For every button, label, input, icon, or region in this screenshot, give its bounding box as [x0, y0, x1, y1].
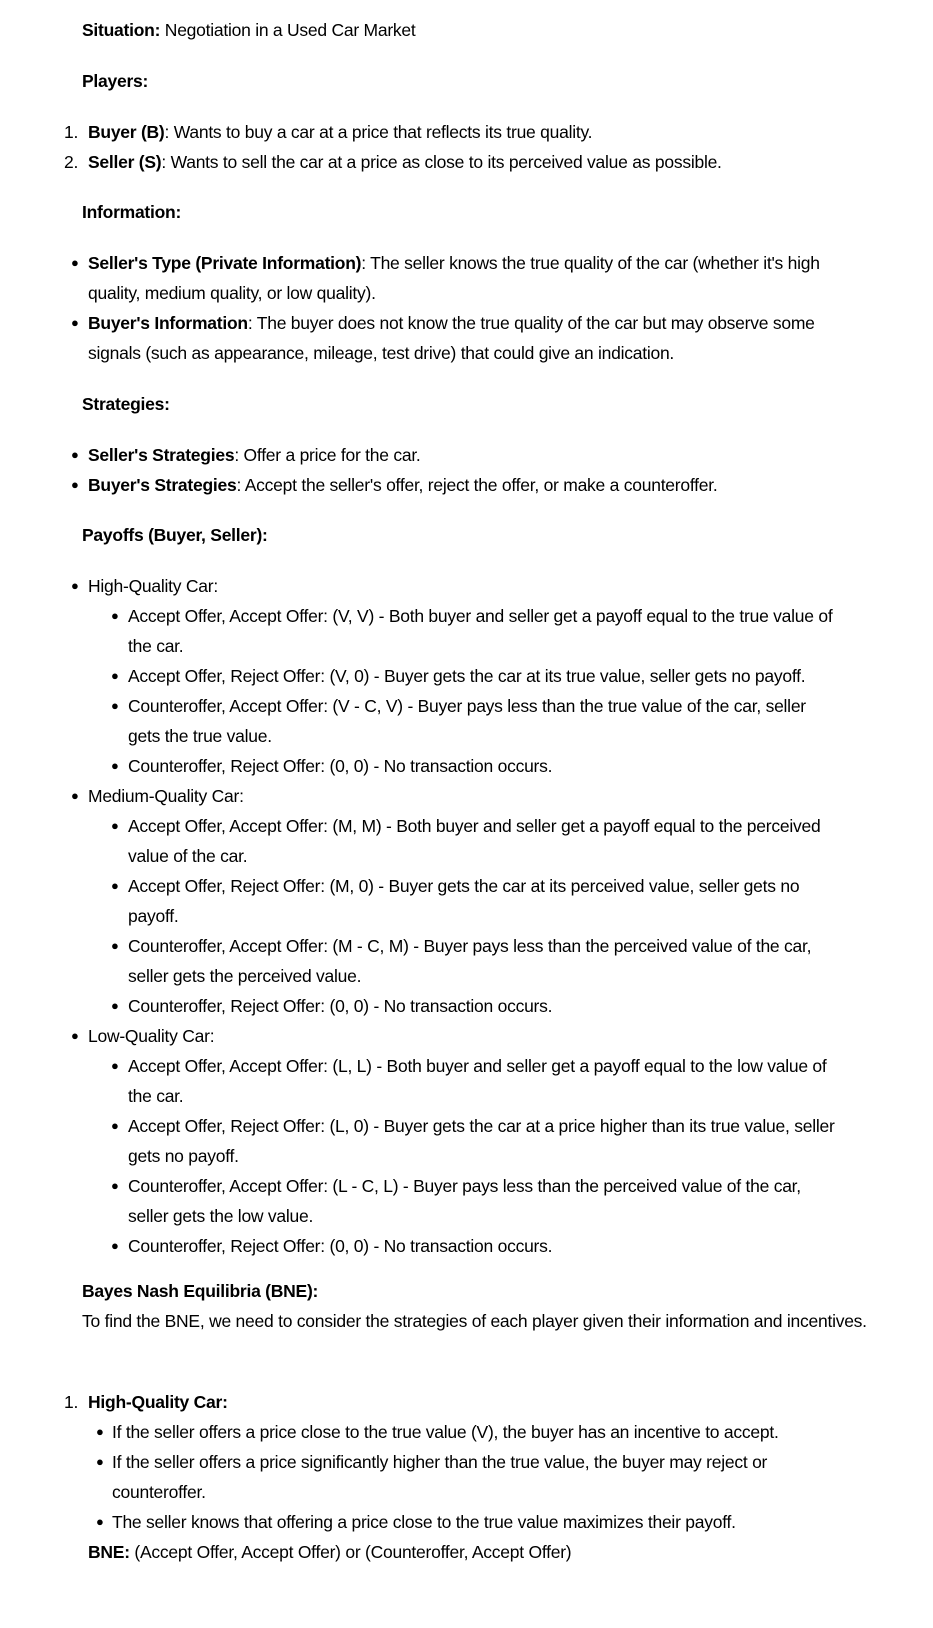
list-item: 1. Buyer (B): Wants to buy a car at a price that reflects its true quality.	[64, 122, 593, 142]
situation-line	[0, 15, 933, 45]
bne-heading: Bayes Nash Equilibria (BNE):	[82, 1281, 319, 1301]
bullet-icon: ●	[71, 315, 79, 330]
list-item: ● If the seller offers a price close to the true value (V), the buyer has an incentive to accept.	[0, 1417, 933, 1447]
list-item: ● Buyer's Strategies: Accept the seller's offer, reject the offer, or make a counteroffer.	[0, 470, 933, 500]
bullet-icon: ●	[96, 1454, 104, 1469]
information-list	[0, 248, 933, 368]
players-section	[0, 66, 933, 96]
payoff-group-label: ● Low-Quality Car:	[0, 1021, 933, 1051]
bullet-icon: ●	[96, 1514, 104, 1529]
bullet-icon: ●	[71, 578, 79, 593]
list-item: 1. High-Quality Car:	[64, 1392, 228, 1412]
bullet-icon: ●	[71, 1028, 79, 1043]
list-item: ● Accept Offer, Reject Offer: (V, 0) - Buyer gets the car at its true value, seller gets no payoff.	[0, 661, 933, 691]
information-heading: Information:	[82, 202, 182, 222]
situation-section	[0, 15, 933, 45]
bullet-icon: ●	[71, 788, 79, 803]
payoffs-list	[0, 571, 933, 1261]
bullet-icon: ●	[111, 1178, 119, 1193]
strategies-list	[0, 440, 933, 500]
bne-result: BNE: (Accept Offer, Accept Offer) or (Counteroffer, Accept Offer)	[88, 1542, 572, 1562]
bullet-icon: ●	[96, 1424, 104, 1439]
bullet-icon: ●	[71, 477, 79, 492]
list-item: ● Accept Offer, Reject Offer: (M, 0) - Buyer gets the car at its perceived value, seller gets no payoff.	[0, 871, 933, 931]
bne-intro: To find the BNE, we need to consider the strategies of each player given their information and incentives.	[82, 1311, 867, 1331]
list-item: ● Accept Offer, Reject Offer: (L, 0) - Buyer gets the car at a price higher than its true value, seller gets no payoff.	[0, 1111, 933, 1171]
situation-label: Situation:	[82, 20, 161, 40]
bullet-icon: ●	[111, 1058, 119, 1073]
bullet-icon: ●	[111, 1238, 119, 1253]
bullet-icon: ●	[111, 878, 119, 893]
strategies-section	[0, 389, 933, 419]
players-list	[0, 117, 933, 177]
bullet-icon: ●	[111, 1118, 119, 1133]
bullet-icon: ●	[71, 255, 79, 270]
bullet-icon: ●	[111, 698, 119, 713]
list-item: ● Counteroffer, Accept Offer: (M - C, M) - Buyer pays less than the perceived value of the car, seller gets the perceived value.	[0, 931, 933, 991]
list-item: ● Counteroffer, Reject Offer: (0, 0) - No transaction occurs.	[0, 1231, 933, 1261]
strategies-heading: Strategies:	[82, 394, 170, 414]
bullet-icon: ●	[111, 608, 119, 623]
player-label: Seller (S)	[88, 152, 162, 172]
list-item: ● Accept Offer, Accept Offer: (V, V) - Both buyer and seller get a payoff equal to the true value of the car.	[0, 601, 933, 661]
bullet-icon: ●	[71, 447, 79, 462]
bullet-icon: ●	[111, 668, 119, 683]
bne-section	[0, 1276, 933, 1336]
list-item: ● Counteroffer, Reject Offer: (0, 0) - No transaction occurs.	[0, 751, 933, 781]
payoff-group-label: ● High-Quality Car:	[0, 571, 933, 601]
list-item: ● Accept Offer, Accept Offer: (L, L) - Both buyer and seller get a payoff equal to the low value of the car.	[0, 1051, 933, 1111]
list-item: ● Counteroffer, Accept Offer: (V - C, V) - Buyer pays less than the true value of the car, seller gets the true value.	[0, 691, 933, 751]
list-item: ● Accept Offer, Accept Offer: (M, M) - Both buyer and seller get a payoff equal to the perceived value of the car.	[0, 811, 933, 871]
list-item: ● Counteroffer, Accept Offer: (L - C, L) - Buyer pays less than the perceived value of the car, seller gets the low value.	[0, 1171, 933, 1231]
list-item: ● The seller knows that offering a price close to the true value maximizes their payoff.	[0, 1507, 933, 1537]
list-item: ● Buyer's Information: The buyer does not know the true quality of the car but may observe some signals (such as appearance, mileage, test drive) that could give an indication.	[0, 308, 933, 368]
bne-list	[0, 1387, 933, 1567]
players-heading: Players:	[82, 71, 149, 91]
player-label: Buyer (B)	[88, 122, 165, 142]
payoff-group-label: ● Medium-Quality Car:	[0, 781, 933, 811]
bullet-icon: ●	[111, 938, 119, 953]
payoffs-heading: Payoffs (Buyer, Seller):	[82, 525, 268, 545]
list-item: ● If the seller offers a price significantly higher than the true value, the buyer may reject or counteroffer.	[0, 1447, 933, 1507]
situation-text: Negotiation in a Used Car Market	[160, 20, 416, 40]
list-item: 2. Seller (S): Wants to sell the car at a price as close to its perceived value as possible.	[64, 152, 722, 172]
bullet-icon: ●	[111, 758, 119, 773]
list-item: ● Seller's Strategies: Offer a price for the car.	[0, 440, 933, 470]
bullet-icon: ●	[111, 818, 119, 833]
payoffs-section	[0, 520, 933, 550]
list-item: ● Seller's Type (Private Information): The seller knows the true quality of the car (whether it's high quality, medium quality, or low quality).	[0, 248, 933, 308]
information-section	[0, 197, 933, 227]
bullet-icon: ●	[111, 998, 119, 1013]
list-item: ● Counteroffer, Reject Offer: (0, 0) - No transaction occurs.	[0, 991, 933, 1021]
